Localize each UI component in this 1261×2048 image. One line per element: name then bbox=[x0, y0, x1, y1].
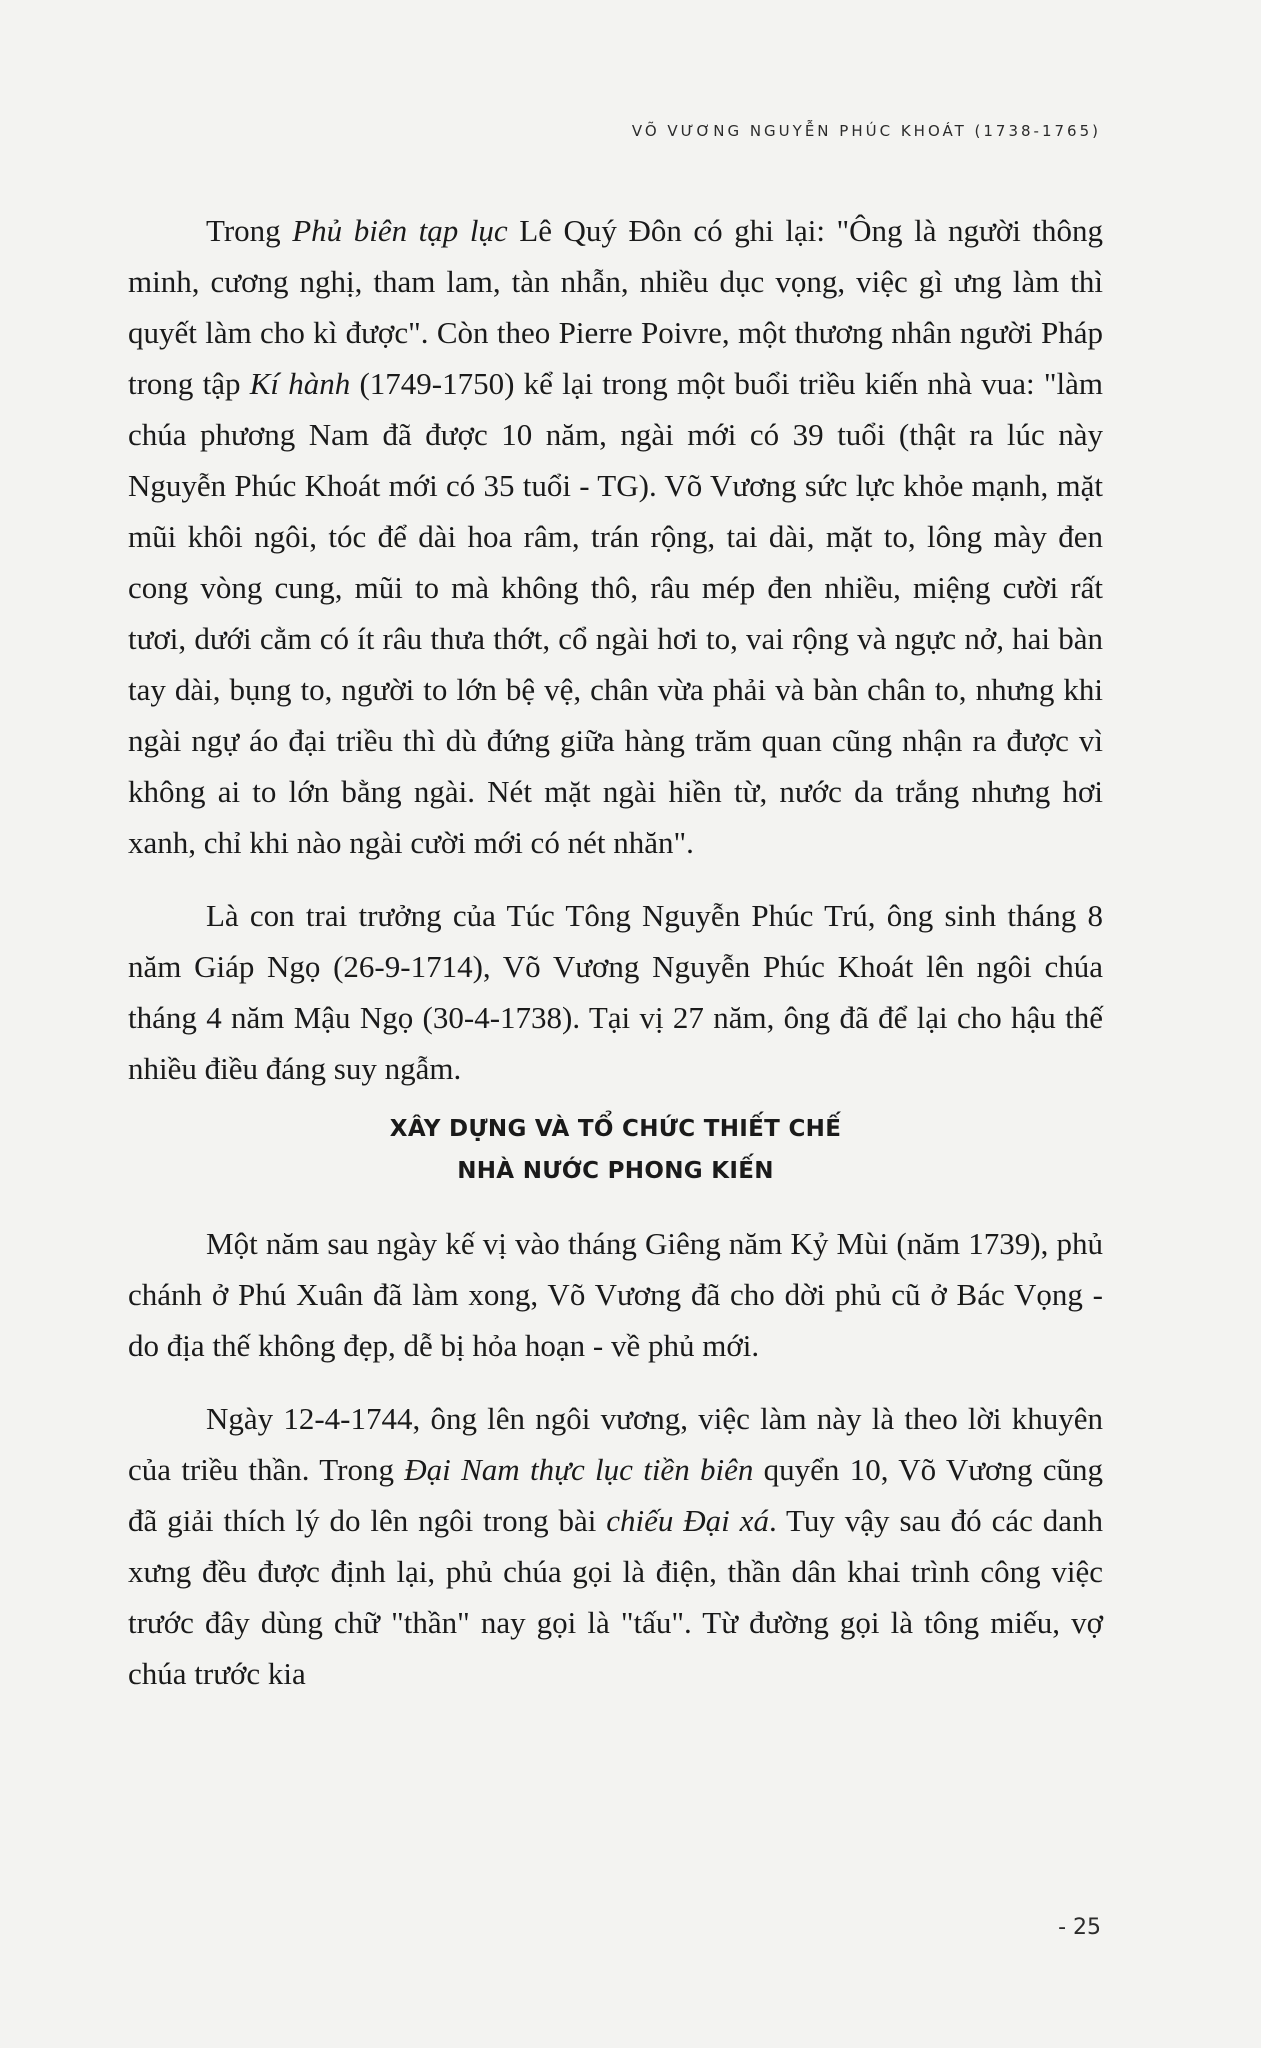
text-run: (1749-1750) kể lại trong một buổi triều kiến nhà vua: "làm chúa phương Nam đã được 10 năm, ngài mới có 39 tuổi (thật ra lúc này Nguyễn Phúc Khoát mới có 35 tuổi - TG). Võ Vương sức lực khỏe mạnh, mặt mũi khôi ngôi, tóc để dài hoa râm, trán rộng, tai dài, mặt to, lông mày đen cong vòng cung, mũi to mà không thô, râu mép đen nhiều, miệng cười rất tươi, dưới cằm có ít râu thưa thớt, cổ ngài hơi to, vai rộng và ngực nở, hai bàn tay dài, bụng to, người to lớn bệ vệ, chân vừa phải và bàn chân to, nhưng khi ngài ngự áo đại triều thì dù đứng giữa hàng trăm quan cũng nhận ra được vì không ai to lớn bằng ngài. Nét mặt ngài hiền từ, nước da trắng nhưng hơi xanh, chỉ khi nào ngài cười mới có nét nhăn". bbox=[128, 366, 1103, 860]
body-text bbox=[128, 205, 1103, 1721]
paragraph-biography: Là con trai trưởng của Túc Tông Nguyễn Phúc Trú, ông sinh tháng 8 năm Giáp Ngọ (26-9-1714), Võ Vương Nguyễn Phúc Khoát lên ngôi chúa tháng 4 năm Mậu Ngọ (30-4-1738). Tại vị 27 năm, ông đã để lại cho hậu thế nhiều điều đáng suy ngẫm. bbox=[128, 898, 1103, 1086]
page-number: - 25 bbox=[1058, 1915, 1101, 1940]
text-run: Lê Quý Đôn có ghi lại: "Ông là người thông minh, cương nghị, tham lam, tàn nhẫn, nhiều dục vọng, việc gì ưng làm thì quyết làm cho kì được". Còn theo Pierre Poivre, một thương nhân người Pháp trong tập bbox=[128, 213, 1104, 401]
paragraph-palace: Một năm sau ngày kế vị vào tháng Giêng năm Kỷ Mùi (năm 1739), phủ chánh ở Phú Xuân đã làm xong, Võ Vương đã cho dời phủ cũ ở Bác Vọng - do địa thế không đẹp, dễ bị hỏa hoạn - về phủ mới. bbox=[128, 1226, 1103, 1363]
text-run: . Tuy vậy sau đó các danh xưng đều được định lại, phủ chúa gọi là điện, thần dân khai trình công việc trước đây dùng chữ "thần" nay gọi là "tấu". Từ đường gọi là tông miếu, vợ chúa trước kia bbox=[128, 1503, 1104, 1691]
section-heading-line: XÂY DỰNG VÀ TỔ CHỨC THIẾT CHẾ bbox=[389, 1116, 842, 1142]
book-title: Phủ biên tạp lục bbox=[292, 213, 508, 248]
text-run: Ngày 12-4-1744, ông lên ngôi vương, việc làm này là theo lời khuyên của triều thần. Trong bbox=[128, 1401, 1103, 1487]
running-header: VÕ VƯƠNG NGUYỄN PHÚC KHOÁT (1738-1765) bbox=[631, 122, 1101, 140]
book-title: Kí hành bbox=[249, 366, 351, 401]
text-run: quyển 10, Võ Vương cũng đã giải thích lý do lên ngôi trong bài bbox=[128, 1452, 1104, 1538]
paragraph-description bbox=[128, 205, 1103, 868]
section-heading-line: NHÀ NƯỚC PHONG KIẾN bbox=[457, 1158, 774, 1184]
book-title: Đại Nam thực lục tiền biên bbox=[404, 1452, 754, 1487]
text-run: Trong bbox=[206, 213, 293, 248]
decree-title: chiếu Đại xá bbox=[606, 1503, 769, 1538]
section-heading bbox=[128, 1108, 1103, 1192]
paragraph-coronation bbox=[128, 1393, 1103, 1699]
